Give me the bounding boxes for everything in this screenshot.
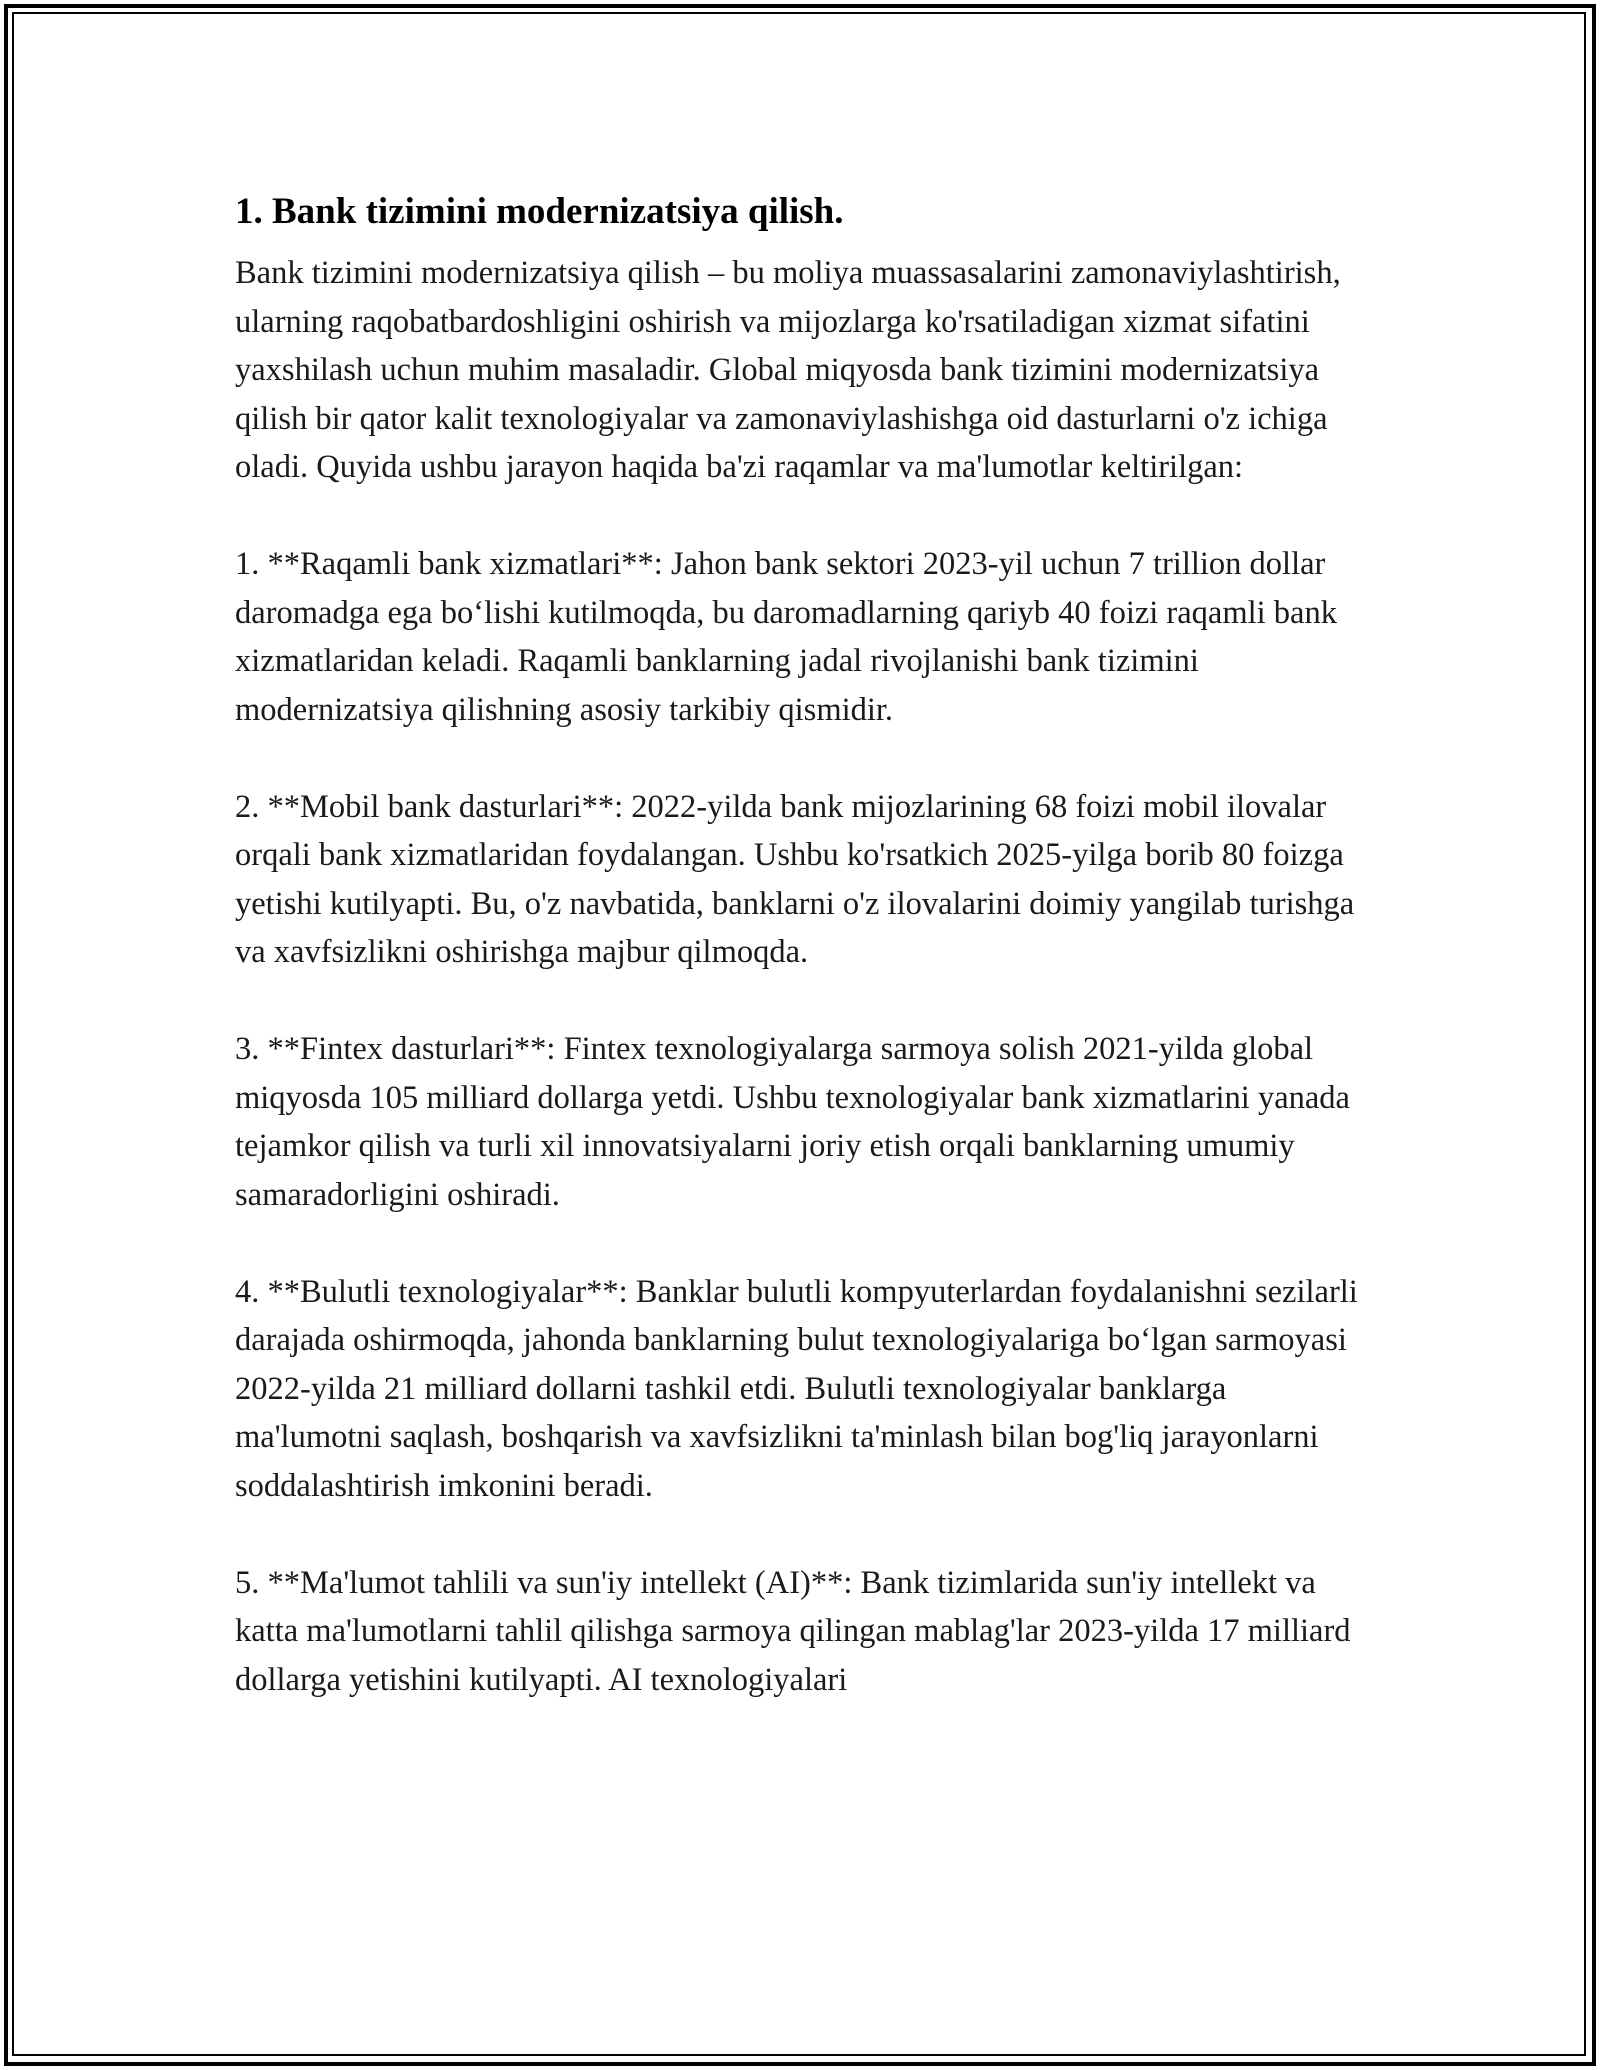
paragraph-digital-banking: 1. **Raqamli bank xizmatlari**: Jahon bank sektori 2023-yil uchun 7 trillion dollar daromadga ega bo‘lishi kutilmoqda, bu daromadlarning qariyb 40 foizi raqamli bank xizmatlaridan keladi. Raqamli banklarning jadal rivojlanishi bank tizimini modernizatsiya qilishning asosiy tarkibiy qismidir. — [235, 546, 1337, 728]
page-title: 1. Bank tizimini modernizatsiya qilish. — [235, 191, 844, 232]
paragraph-fintech: 3. **Fintex dasturlari**: Fintex texnologiyalarga sarmoya solish 2021-yilda global miqyosda 105 milliard dollarga yetdi. Ushbu texnologiyalar bank xizmatlarini yanada tejamkor qilish va turli xil innovatsiyalarni joriy etish orqali banklarning umumiy samaradorligini oshiradi. — [235, 1031, 1350, 1213]
paragraph-mobile-banking: 2. **Mobil bank dasturlari**: 2022-yilda bank mijozlarining 68 foizi mobil ilovalar orqali bank xizmatlaridan foydalangan. Ushbu ko'rsatkich 2025-yilga borib 80 foizga yetishi kutilyapti. Bu, o'z navbatida, banklarni o'z ilovalarini doimiy yangilab turishga va xavfsizlikni oshirishga majbur qilmoqda. — [235, 788, 1355, 970]
paragraph-cloud: 4. **Bulutli texnologiyalar**: Banklar bulutli kompyuterlardan foydalanishni sezilarli darajada oshirmoqda, jahonda banklarning bulut texnologiyalariga bo‘lgan sarmoyasi 2022-yilda 21 milliard dollarni tashkil etdi. Bulutli texnologiyalar banklarga ma'lumotni saqlash, boshqarish va xavfsizlikni ta'minlash bilan bog'liq jarayonlarni soddalashtirish imkonini beradi. — [235, 1273, 1358, 1504]
intro-paragraph: Bank tizimini modernizatsiya qilish – bu moliya muassasalarini zamonaviylashtirish, ularning raqobatbardoshligini oshirish va mijozlarga ko'rsatiladigan xizmat sifatini yaxshilash uchun muhim masaladir. Global miqyosda bank tizimini modernizatsiya qilish bir qator kalit texnologiyalar va zamonaviylashishga oid dasturlarni o'z ichiga oladi. Quyida ushbu jarayon haqida ba'zi raqamlar va ma'lumotlar keltirilgan: — [235, 255, 1341, 485]
document-body — [235, 185, 1370, 1753]
paragraph-ai: 5. **Ma'lumot tahlili va sun'iy intellekt (AI)**: Bank tizimlarida sun'iy intellekt va katta ma'lumotlarni tahlil qilishga sarmoya qilingan mablag'lar 2023-yilda 17 milliard dollarga yetishini kutilyapti. AI texnologiyalari — [235, 1564, 1351, 1698]
